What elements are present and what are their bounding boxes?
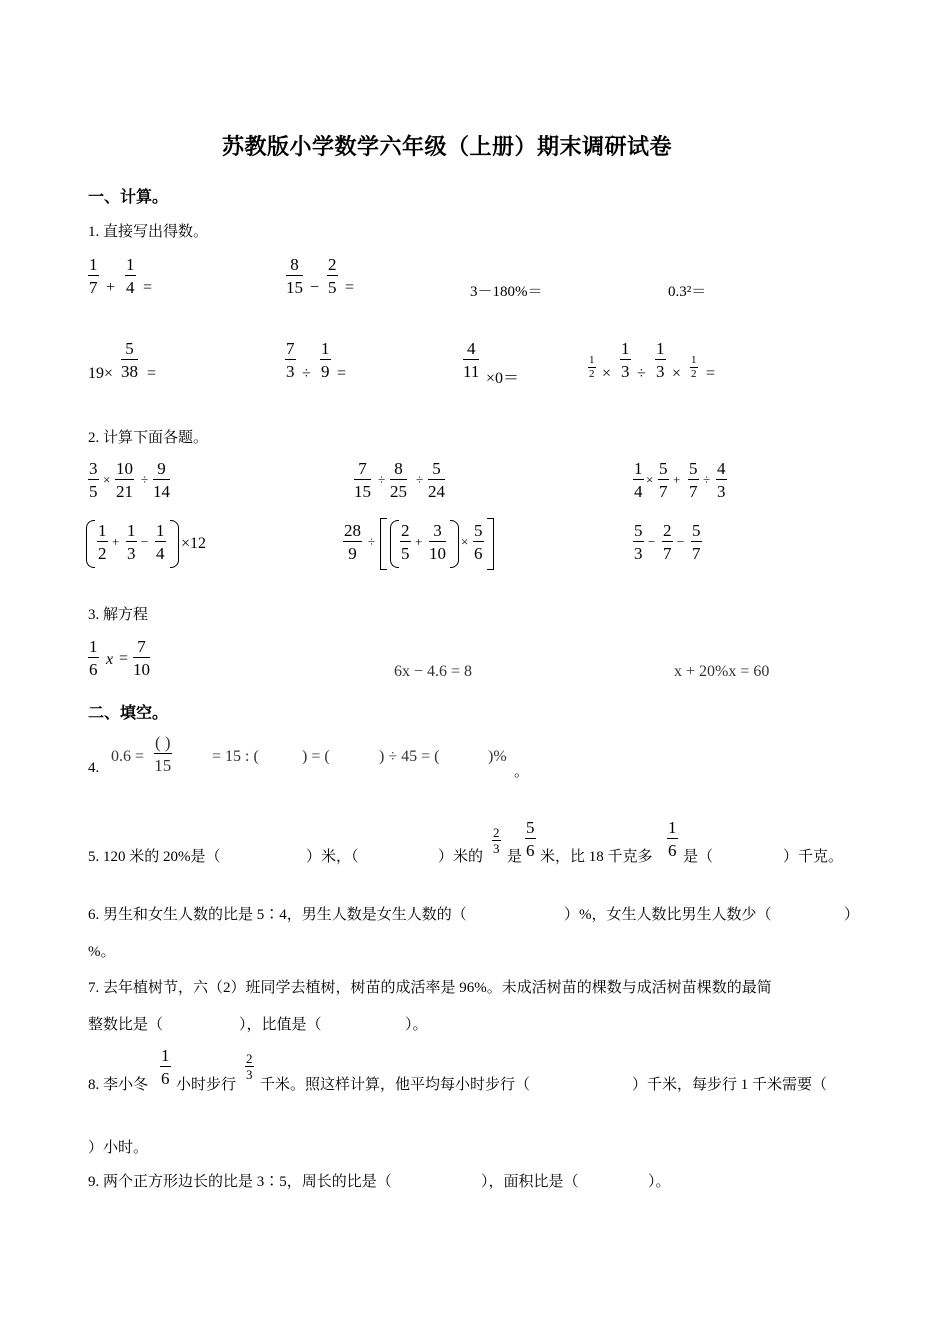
q7-text-4: ）。 xyxy=(405,1017,428,1033)
q6-text-4: %。 xyxy=(88,944,116,960)
q8-text-1: 8. 李小冬 xyxy=(88,1077,149,1093)
q3-equation-3: x + 20%x = 60 xyxy=(674,663,770,680)
question-3-label: 3. 解方程 xyxy=(88,607,149,623)
fraction: $\frac{5}{7}$ xyxy=(692,521,701,563)
fraction: $\frac{28}{9}$ xyxy=(344,521,361,563)
fraction: $\frac{1}{3}$ xyxy=(656,339,665,381)
fraction: $\frac{5}{3}$ xyxy=(634,521,643,563)
fraction: $\frac{1}{6}$ xyxy=(161,1046,170,1088)
fraction: $\frac{1}{2}$ xyxy=(589,354,595,380)
fraction: $\frac{2}{3}$ xyxy=(493,825,500,856)
q8-text-2: 小时步行 xyxy=(176,1077,237,1093)
equals-sign: = xyxy=(119,650,129,667)
equals-sign: = xyxy=(337,365,347,382)
period: 。 xyxy=(514,764,530,780)
fraction: $\frac{8}{15}$ xyxy=(286,255,303,297)
fraction: $\frac{1}{4}$ xyxy=(634,459,643,501)
operator: + xyxy=(673,472,681,487)
q9-text-1: 9. 两个正方形边长的比是 3∶5，周长的比是（ xyxy=(88,1174,392,1190)
operator: + xyxy=(112,534,120,549)
q6-text-3: ） xyxy=(844,907,860,923)
right-paren xyxy=(450,520,459,568)
fraction: $\frac{7}{10}$ xyxy=(133,637,150,679)
q5-text-1: 5. 120 米的 20%是（ xyxy=(88,849,221,865)
section-heading-fill-in: 二、填空。 xyxy=(88,705,169,722)
q1-row1-expr-c: 3－180%＝ xyxy=(470,284,543,300)
question-2-label: 2. 计算下面各题。 xyxy=(88,430,209,446)
blank-fraction[interactable]: ( ) 15 xyxy=(154,733,172,775)
question-1-label: 1. 直接写出得数。 xyxy=(88,224,209,240)
operator: ÷ xyxy=(637,365,646,382)
operator: + xyxy=(415,534,423,549)
fraction: $\frac{2}{3}$ xyxy=(246,1051,253,1082)
section-heading-calculation: 一、计算。 xyxy=(88,189,169,206)
fraction: $\frac{7}{15}$ xyxy=(354,459,371,501)
operator: ÷ xyxy=(141,472,149,487)
fraction: $\frac{5}{7}$ xyxy=(659,459,668,501)
fraction: $\frac{5}{6}$ xyxy=(526,818,535,860)
prefix: 19× xyxy=(88,365,114,382)
fraction: $\frac{2}{5}$ xyxy=(328,255,337,297)
operator: ÷ xyxy=(368,534,376,549)
equals-sign: = xyxy=(345,279,355,296)
fraction: $\frac{1}{4}$ xyxy=(126,255,135,297)
operator: × xyxy=(672,365,682,382)
fraction: $\frac{5}{6}$ xyxy=(474,521,483,563)
operator: − xyxy=(677,534,685,549)
q3-equation-2: 6x − 4.6 = 8 xyxy=(394,663,473,680)
fraction: $\frac{9}{14}$ xyxy=(153,459,170,501)
fraction: $\frac{7}{3}$ xyxy=(286,339,295,381)
q9-text-2: ），面积比是（ xyxy=(481,1174,579,1190)
fraction: $\frac{8}{25}$ xyxy=(390,459,407,501)
fraction: $\frac{3}{10}$ xyxy=(429,521,446,563)
operator: × xyxy=(602,365,612,382)
q8-text-3: 千米。照这样计算，他平均每小时步行（ xyxy=(260,1077,531,1093)
operator: ÷ xyxy=(703,472,711,487)
fraction: $\frac{4}{11}$ xyxy=(463,339,480,381)
variable: x xyxy=(106,651,114,668)
question-number: 4. xyxy=(88,760,100,776)
q6-text-2: ）%，女生人数比男生人数少（ xyxy=(564,907,772,923)
fraction: $\frac{1}{2}$ xyxy=(691,354,697,380)
fraction: $\frac{3}{5}$ xyxy=(89,459,98,501)
operator: × xyxy=(646,472,654,487)
q5-text-7: ）千克。 xyxy=(783,849,844,865)
ratio-blank-open: = 15 : ( xyxy=(212,748,259,765)
q8-text-4: ）千米，每步行 1 千米需要（ xyxy=(632,1077,828,1093)
equals-sign: = xyxy=(706,365,716,382)
operator: − xyxy=(141,534,149,549)
operator: + xyxy=(106,279,116,296)
left-bracket xyxy=(380,518,387,570)
equals-sign: = xyxy=(143,279,153,296)
left-paren xyxy=(86,520,95,568)
division-blank-open: ) = ( xyxy=(302,748,330,765)
q9-text-3: ）。 xyxy=(648,1174,671,1190)
fraction: $\frac{2}{7}$ xyxy=(663,521,672,563)
operator: ÷ xyxy=(416,472,424,487)
fraction: $\frac{5}{38}$ xyxy=(121,339,138,381)
right-paren xyxy=(170,520,179,568)
fraction: $\frac{1}{2}$ xyxy=(98,521,107,563)
fraction: $\frac{4}{3}$ xyxy=(717,459,726,501)
operator: ÷ xyxy=(378,472,386,487)
fraction: $\frac{1}{3}$ xyxy=(621,339,630,381)
fraction: $\frac{2}{5}$ xyxy=(401,521,410,563)
q5-text-4: 是 xyxy=(507,849,523,865)
equals-sign: = xyxy=(147,365,157,382)
q8-text-5: ）小时。 xyxy=(88,1140,149,1156)
q7-line-1: 7. 去年植树节，六（2）班同学去植树，树苗的成活率是 96%。未成活树苗的棵数与成活树苗棵数的最简 xyxy=(88,980,772,996)
operator: × xyxy=(461,534,469,549)
q5-text-2: ）米，（ xyxy=(306,849,359,865)
operator: − xyxy=(310,279,320,296)
lhs: 0.6 = xyxy=(111,748,145,765)
operator: − xyxy=(648,534,656,549)
q5-text-5: 米，比 18 千克多 xyxy=(540,849,653,865)
fraction: $\frac{5}{7}$ xyxy=(689,459,698,501)
q7-text-3: ），比值是（ xyxy=(239,1017,322,1033)
page-title: 苏教版小学数学六年级（上册）期末调研试卷 xyxy=(222,134,673,159)
q7-text-2: 整数比是（ xyxy=(88,1017,164,1033)
fraction: $\frac{1}{4}$ xyxy=(156,521,165,563)
q5-text-3: ）米的 xyxy=(438,849,484,865)
fraction: $\frac{1}{9}$ xyxy=(321,339,330,381)
fraction: $\frac{1}{6}$ xyxy=(89,637,98,679)
fraction: $\frac{1}{7}$ xyxy=(89,255,98,297)
operator: ÷ xyxy=(302,365,311,382)
fraction: $\frac{5}{24}$ xyxy=(428,459,445,501)
q5-text-6: 是（ xyxy=(683,849,714,865)
q6-text-1: 6. 男生和女生人数的比是 5∶4，男生人数是女生人数的（ xyxy=(88,907,467,923)
fraction: $\frac{1}{3}$ xyxy=(127,521,136,563)
operator: × xyxy=(103,472,111,487)
percent-blank-close: )% xyxy=(488,748,507,765)
right-bracket xyxy=(487,518,494,570)
fraction: $\frac{10}{21}$ xyxy=(116,459,133,501)
suffix: ×12 xyxy=(181,535,207,552)
suffix: ×0＝ xyxy=(486,370,520,387)
percent-blank-open: ) ÷ 45 = ( xyxy=(379,748,440,765)
fraction: $\frac{1}{6}$ xyxy=(668,818,677,860)
q1-row1-expr-d: 0.3²＝ xyxy=(668,284,707,300)
left-paren xyxy=(390,520,399,568)
